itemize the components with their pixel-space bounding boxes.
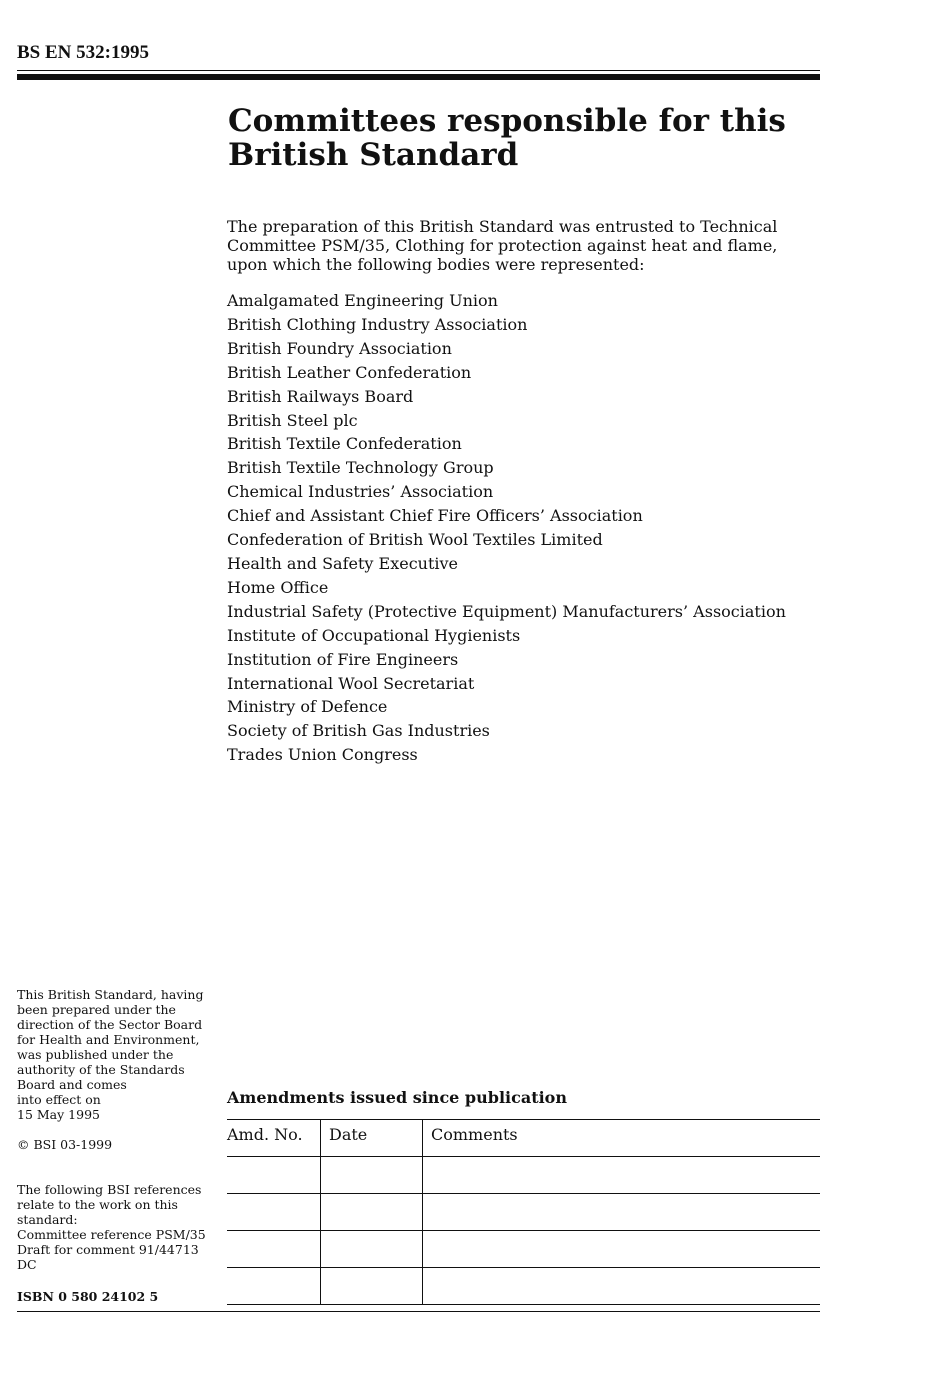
page-title xyxy=(228,104,786,172)
header-rule-thin xyxy=(17,70,820,71)
amendments-table xyxy=(227,1119,820,1305)
publication-note-line: was published under the xyxy=(17,1047,174,1062)
bsi-reference-line: standard: xyxy=(17,1212,78,1227)
publication-note-line: for Health and Environment, xyxy=(17,1032,200,1047)
represented-body: Chemical Industries’ Association xyxy=(227,482,494,502)
amendment-cell xyxy=(321,1157,423,1194)
represented-body: British Foundry Association xyxy=(227,338,452,358)
bsi-reference-line: The following BSI references xyxy=(17,1182,202,1197)
publication-note-line: 15 May 1995 xyxy=(17,1107,100,1122)
represented-body: Industrial Safety (Protective Equipment) Manufacturers’ Association xyxy=(227,601,786,621)
publication-note-line: direction of the Sector Board xyxy=(17,1017,203,1032)
bsi-reference-line: relate to the work on this xyxy=(17,1197,178,1212)
represented-body: Trades Union Congress xyxy=(227,745,418,765)
amendment-cell xyxy=(321,1194,423,1231)
amendment-row xyxy=(227,1194,820,1231)
header-rule-thick xyxy=(17,74,820,80)
amendment-cell xyxy=(423,1194,821,1231)
represented-body: Confederation of British Wool Textiles Limited xyxy=(227,530,603,550)
amendment-cell xyxy=(227,1194,321,1231)
represented-body: British Clothing Industry Association xyxy=(227,314,528,334)
amendment-cell xyxy=(423,1268,821,1305)
represented-body: British Leather Confederation xyxy=(227,362,472,382)
publication-note-line: authority of the Standards xyxy=(17,1062,185,1077)
amendment-cell xyxy=(321,1231,423,1268)
amendment-row xyxy=(227,1231,820,1268)
amendment-cell xyxy=(423,1231,821,1268)
amendment-cell xyxy=(423,1157,821,1194)
represented-body: Home Office xyxy=(227,577,329,597)
amendment-row xyxy=(227,1268,820,1305)
isbn-note xyxy=(17,1289,222,1304)
amendment-row xyxy=(227,1157,820,1194)
amendment-cell xyxy=(227,1268,321,1305)
publication-note-line: been prepared under the xyxy=(17,1002,176,1017)
footer-rule xyxy=(17,1311,820,1312)
isbn-text: ISBN 0 580 24102 5 xyxy=(17,1289,159,1304)
amendment-cell xyxy=(321,1268,423,1305)
represented-body: Society of British Gas Industries xyxy=(227,721,490,741)
column-date: Date xyxy=(321,1120,423,1157)
bsi-reference-line: Draft for comment 91/44713 DC xyxy=(17,1242,199,1272)
page-title-line-2: British Standard xyxy=(228,137,519,173)
standard-code: BS EN 532:1995 xyxy=(17,42,149,63)
represented-body: Institution of Fire Engineers xyxy=(227,649,459,669)
publication-note-line: This British Standard, having xyxy=(17,987,204,1002)
publication-note-line: into effect on xyxy=(17,1092,101,1107)
represented-body: Health and Safety Executive xyxy=(227,553,459,573)
amendments-title: Amendments issued since publication xyxy=(227,1088,567,1107)
copyright-note xyxy=(17,1137,222,1152)
represented-body: Amalgamated Engineering Union xyxy=(227,291,498,310)
amendments-header-row xyxy=(227,1120,820,1157)
intro-paragraph: The preparation of this British Standard was entrusted to Technical Committee PSM/35, Clothing for protection against heat and flame, upon which the following bodies were represented: xyxy=(227,217,778,274)
represented-body: Chief and Assistant Chief Fire Officers’ Association xyxy=(227,506,643,526)
represented-bodies-list xyxy=(227,289,786,767)
represented-body: British Textile Confederation xyxy=(227,434,462,454)
column-comments: Comments xyxy=(423,1120,821,1157)
page-title-line-1: Committees responsible for this xyxy=(228,103,786,139)
represented-body: British Textile Technology Group xyxy=(227,458,494,478)
publication-note-line: Board and comes xyxy=(17,1077,127,1092)
bsi-references xyxy=(17,1182,222,1272)
bsi-reference-line: Committee reference PSM/35 xyxy=(17,1227,206,1242)
represented-body: Institute of Occupational Hygienists xyxy=(227,625,521,645)
copyright-text: © BSI 03-1999 xyxy=(17,1137,113,1152)
represented-body: British Railways Board xyxy=(227,386,414,406)
represented-body: Ministry of Defence xyxy=(227,697,388,717)
represented-body: International Wool Secretariat xyxy=(227,673,475,693)
publication-note xyxy=(17,987,222,1122)
column-amd-no: Amd. No. xyxy=(227,1120,321,1157)
amendment-cell xyxy=(227,1231,321,1268)
represented-body: British Steel plc xyxy=(227,410,358,430)
amendment-cell xyxy=(227,1157,321,1194)
